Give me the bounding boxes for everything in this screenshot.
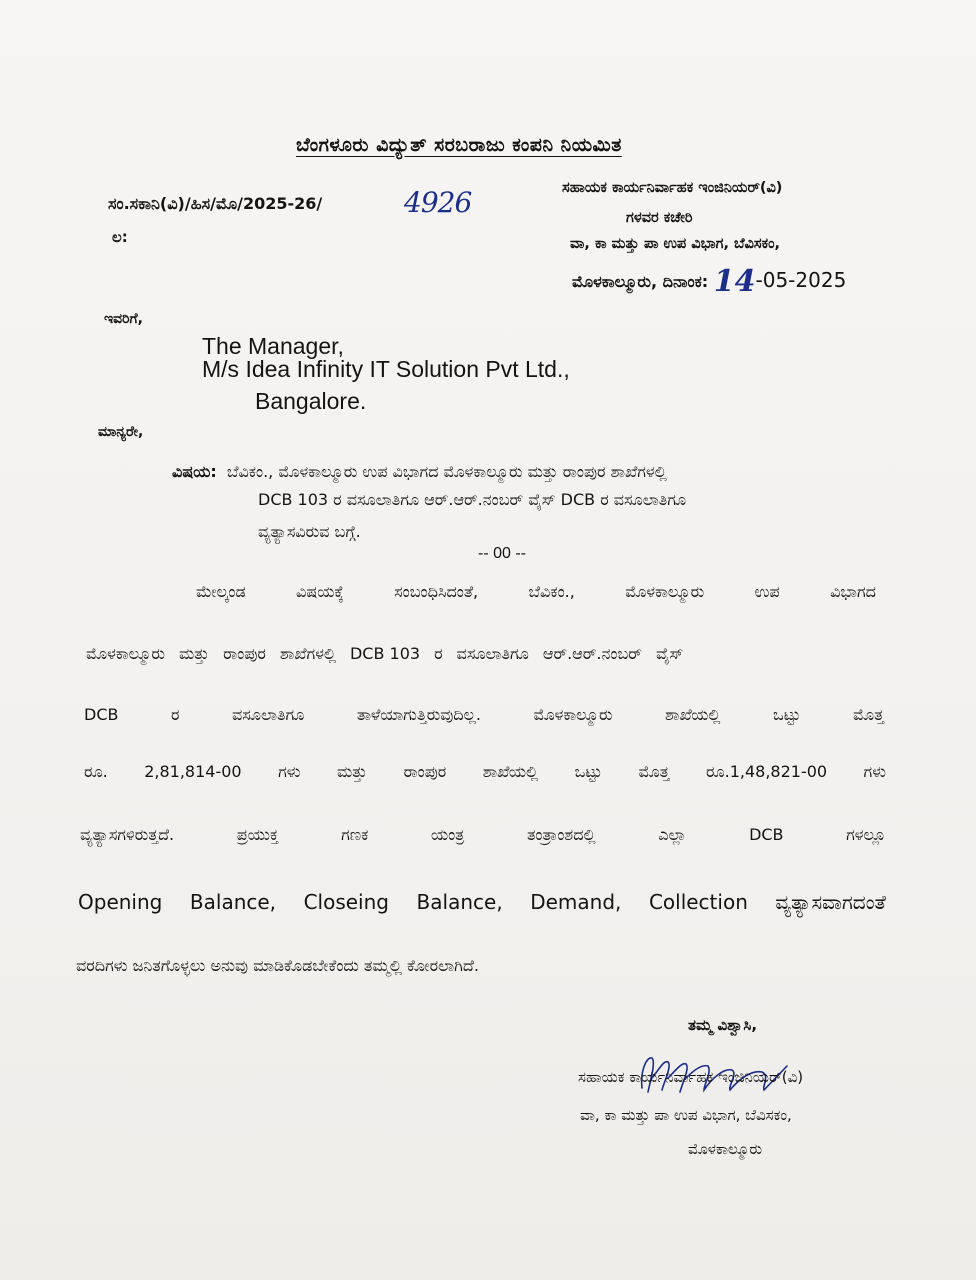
body-word: ವಸೂಲಾತಿಗೂ: [232, 705, 305, 724]
body-word: ಬೆವಿಕಂ.,: [528, 582, 575, 601]
body-word: ರೂ.1,48,821-00: [705, 762, 828, 781]
body-word: ರ: [434, 644, 443, 663]
addressee-line-3: Bangalore.: [255, 388, 367, 414]
body-line-6: [78, 890, 886, 914]
body-word: ಮೊಳಕಾಲ್ಮೂರು: [86, 644, 165, 663]
body-line-2: [86, 644, 886, 664]
body-word: ತಾಳೆಯಾಗುತ್ತಿರುವುದಿಲ್ಲ.: [356, 705, 481, 724]
subject-line-1: [172, 462, 667, 482]
body-word: DCB 103: [349, 644, 421, 663]
to-label: ಇವರಿಗೆ,: [104, 311, 143, 327]
body-word: ಶಾಖೆಯಲ್ಲಿ: [482, 762, 539, 781]
body-word: DCB: [84, 705, 119, 724]
subject-separator: -- 00 --: [478, 545, 526, 562]
body-line-7: ವರದಿಗಳು ಜನಿತಗೊಳ್ಳಲು ಅನುವು ಮಾಡಿಕೊಡಬೇಕೆಂದು ತಮ್ಮಲ್ಲಿ ಕೋರಲಾಗಿದೆ.: [76, 956, 479, 975]
body-word: ಒಟ್ಟು: [574, 762, 603, 781]
body-word: DCB: [749, 825, 784, 844]
date-prefix: ಮೊಳಕಾಲ್ಮೂರು, ದಿನಾಂಕ:: [572, 272, 709, 291]
signatory-place: ಮೊಳಕಾಲ್ಮೂರು: [688, 1140, 763, 1158]
body-word: ಶಾಖೆಯಲ್ಲಿ: [665, 705, 721, 724]
handwritten-reference-number: 4926: [404, 186, 472, 219]
body-word: ಗಣಕ: [341, 825, 369, 844]
body-word: ರಾಂಪುರ: [223, 644, 266, 663]
salutation: ಮಾನ್ಯರೇ,: [98, 424, 144, 440]
body-word: ಪ್ರಯುಕ್ತ: [236, 825, 279, 844]
body-word: ರೂ.: [84, 762, 108, 781]
body-word: ವಸೂಲಾತಿಗೂ: [456, 644, 529, 663]
body-word: ಶಾಖೆಗಳಲ್ಲಿ: [279, 644, 336, 663]
body-word: ವ್ಯತ್ಯಾಸವಾಗದಂತೆ: [775, 890, 886, 914]
body-word: ರಾಂಪುರ: [403, 762, 447, 781]
subject-line-3: ವ್ಯತ್ಯಾಸವಿರುವ ಬಗ್ಗೆ.: [258, 522, 361, 541]
closing-faithfully: ತಮ್ಮ ವಿಶ್ವಾಸಿ,: [688, 1016, 758, 1034]
body-word: ಎಲ್ಲಾ: [658, 825, 687, 844]
body-word: ಮೊತ್ತ: [638, 762, 670, 781]
addressee-line-1: The Manager,: [202, 333, 344, 359]
body-line-4: [84, 762, 886, 782]
body-line-3: [84, 705, 884, 725]
body-word: Balance,: [189, 890, 277, 914]
office-date-line: [572, 264, 846, 299]
body-word: Opening: [78, 890, 163, 914]
subject-line-2: DCB 103 ರ ವಸೂಲಾತಿಗೂ ಆರ್.ಆರ್.ನಂಬರ್ ವೈಸ್ DCB ರ ವಸೂಲಾತಿಗೂ: [258, 490, 687, 509]
body-word: Closeing: [303, 890, 389, 914]
body-word: Demand,: [530, 890, 622, 914]
body-word: ಆರ್.ಆರ್.ನಂಬರ್: [542, 644, 642, 663]
reference-line-2: ಲ:: [112, 228, 128, 246]
office-division: ವಾ, ಕಾ ಮತ್ತು ಪಾ ಉಪ ವಿಭಾಗ, ಬೆವಿಸಕಂ,: [570, 236, 781, 252]
body-word: ವಿಭಾಗದ: [830, 582, 876, 601]
body-word: ರ: [171, 705, 180, 724]
body-word: ಗಳಲ್ಲೂ: [846, 825, 886, 844]
subject-label: ವಿಷಯ:: [172, 462, 217, 481]
body-word: ಮೊಳಕಾಲ್ಮೂರು: [533, 705, 613, 724]
body-word: ವ್ಯತ್ಯಾಸಗಳಿರುತ್ತದೆ.: [80, 825, 175, 844]
body-word: ಮೊಳಕಾಲ್ಮೂರು: [625, 582, 705, 601]
subject-text-1: ಬೆವಿಕಂ., ಮೊಳಕಾಲ್ಮೂರು ಉಪ ವಿಭಾಗದ ಮೊಳಕಾಲ್ಮೂರು ಮತ್ತು ರಾಂಪುರ ಶಾಖೆಗಳಲ್ಲಿ: [226, 462, 667, 481]
body-line-5: [80, 825, 886, 845]
body-word: Collection: [648, 890, 748, 914]
handwritten-date-day: 14: [713, 264, 756, 299]
body-word: ಸಂಬಂಧಿಸಿದಂತೆ,: [394, 582, 479, 601]
office-label: ಗಳವರ ಕಚೇರಿ: [626, 210, 693, 226]
body-word: ಯಂತ್ರ: [430, 825, 465, 844]
body-word: ಮೇಲ್ಕಂಡ: [196, 582, 246, 601]
organization-title: ಬೆಂಗಳೂರು ವಿದ್ಯುತ್ ಸರಬರಾಜು ಕಂಪನಿ ನಿಯಮಿತ: [296, 134, 622, 156]
body-word: ಒಟ್ಟು: [773, 705, 801, 724]
body-line-1: [196, 582, 876, 602]
body-word: 2,81,814-00: [144, 762, 242, 781]
body-word: Balance,: [416, 890, 503, 914]
body-word: ಮತ್ತು: [178, 644, 210, 663]
body-word: ತಂತ್ರಾಂಶದಲ್ಲಿ: [526, 825, 596, 844]
body-word: ಮತ್ತು: [336, 762, 368, 781]
body-word: ಗಳು: [278, 762, 301, 781]
addressee-line-2: M/s Idea Infinity IT Solution Pvt Ltd.,: [202, 356, 570, 382]
signatory-office: ವಾ, ಕಾ ಮತ್ತು ಪಾ ಉಪ ವಿಭಾಗ, ಬೆವಿಸಕಂ,: [580, 1106, 792, 1124]
signatory-designation: ಸಹಾಯಕ ಕಾರ್ಯನಿರ್ವಾಹಕ ಇಂಜಿನಿಯರ್(ವಿ): [578, 1068, 804, 1086]
body-word: ಮೊತ್ತ: [852, 705, 884, 724]
body-word: ವಿಷಯಕ್ಕೆ: [296, 582, 344, 601]
office-designation: ಸಹಾಯಕ ಕಾರ್ಯನಿರ್ವಾಹಕ ಇಂಜಿನಿಯರ್(ವಿ): [562, 180, 783, 196]
reference-number: ಸಂ.ಸಕಾನಿ(ವಿ)/ಹಿಸ/ಮೊ/2025-26/: [108, 194, 323, 213]
body-word: ವೈಸ್: [655, 644, 684, 663]
date-rest: -05-2025: [755, 268, 847, 292]
body-word: ಗಳು: [863, 762, 886, 781]
body-word: ಉಪ: [754, 582, 780, 601]
